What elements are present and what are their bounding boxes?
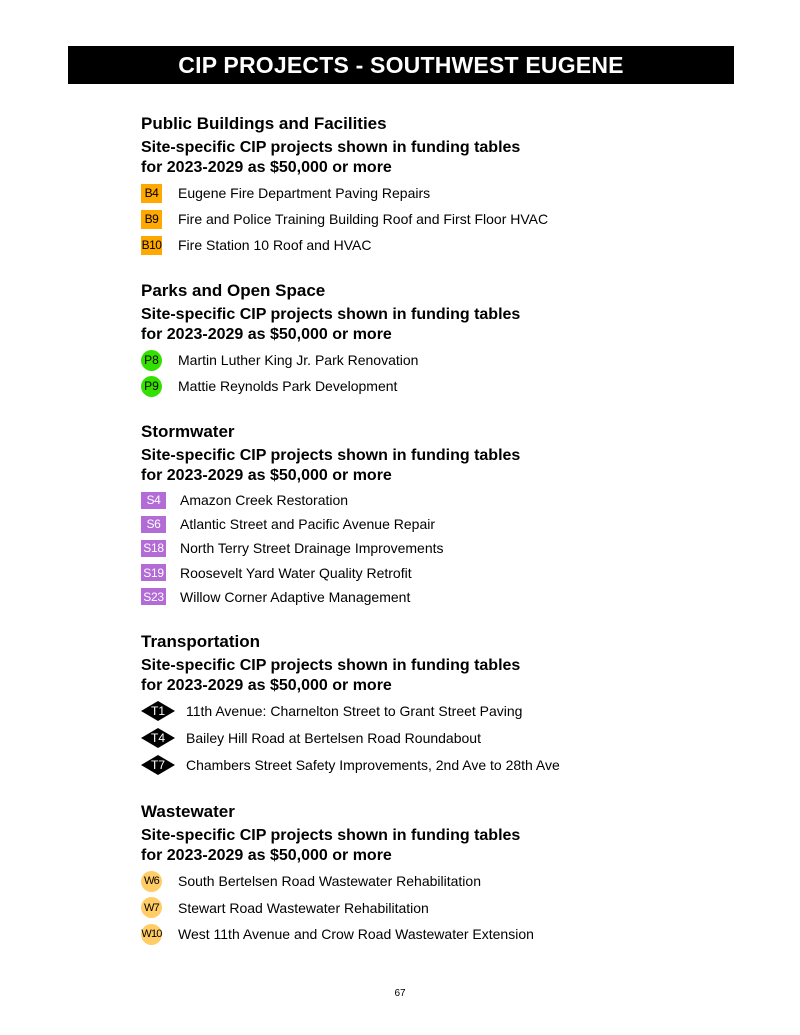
section-stormwater [141, 421, 741, 609]
section-buildings [141, 113, 741, 258]
project-label: Martin Luther King Jr. Park Renovation [178, 352, 419, 368]
list-item [141, 206, 741, 232]
project-code-badge: S6 [141, 516, 166, 533]
project-code-badge: B4 [141, 184, 162, 203]
list-item [141, 752, 741, 779]
project-code-badge: W10 [141, 924, 162, 945]
section-subtitle: Site-specific CIP projects shown in funding tables for 2023-2029 as $50,000 or more [141, 306, 521, 343]
section-title: Public Buildings and Facilities [141, 114, 387, 133]
project-code-badge: P9 [141, 376, 162, 397]
list-item [141, 561, 741, 585]
page-number: 67 [394, 988, 406, 999]
section-title: Wastewater [141, 801, 235, 821]
project-label: Stewart Road Wastewater Rehabilitation [178, 899, 429, 916]
section-transportation [141, 631, 741, 779]
project-code-badge: S19 [141, 564, 166, 581]
project-label: 11th Avenue: Charnelton Street to Grant Street Paving [186, 703, 523, 720]
section-title: Transportation [141, 631, 261, 651]
diamond-icon [141, 728, 175, 748]
list-item [141, 868, 741, 895]
list-item [141, 373, 741, 399]
diamond-icon [141, 755, 175, 775]
project-code-badge: S18 [141, 540, 166, 557]
project-code-badge: P8 [141, 350, 162, 371]
project-code-badge: B9 [141, 210, 162, 229]
list-item [141, 232, 741, 258]
section-subtitle: Site-specific CIP projects shown in funding tables for 2023-2029 as $50,000 or more [141, 656, 521, 694]
list-item [141, 585, 741, 609]
project-code-badge: S23 [141, 588, 166, 605]
section-parks [141, 280, 741, 399]
section-title: Stormwater [141, 422, 235, 441]
project-label: South Bertelsen Road Wastewater Rehabilitation [178, 873, 481, 890]
content [141, 113, 741, 969]
project-code: T4 [150, 731, 165, 746]
list-item [141, 347, 741, 373]
list-item [141, 180, 741, 206]
list-item [141, 698, 741, 725]
project-label: Mattie Reynolds Park Development [178, 378, 398, 394]
section-subtitle: Site-specific CIP projects shown in funding tables for 2023-2029 as $50,000 or more [141, 826, 521, 864]
project-label: Fire and Police Training Building Roof and First Floor HVAC [178, 211, 549, 227]
project-label: Fire Station 10 Roof and HVAC [178, 237, 372, 253]
project-label: Bailey Hill Road at Bertelsen Road Roundabout [186, 730, 481, 747]
list-item [141, 894, 741, 921]
section-subtitle: Site-specific CIP projects shown in funding tables for 2023-2029 as $50,000 or more [141, 139, 521, 176]
project-label: North Terry Street Drainage Improvements [180, 540, 444, 557]
project-label: Willow Corner Adaptive Management [180, 588, 411, 605]
project-code-badge: W6 [141, 871, 162, 892]
project-code: T7 [150, 758, 165, 773]
list-item [141, 536, 741, 560]
list-item [141, 921, 741, 948]
project-label: Atlantic Street and Pacific Avenue Repair [180, 516, 436, 533]
project-code-badge: B10 [141, 236, 162, 255]
project-code-badge: S4 [141, 492, 166, 509]
project-label: Amazon Creek Restoration [180, 492, 349, 509]
project-label: West 11th Avenue and Crow Road Wastewater Extension [178, 926, 534, 943]
list-item [141, 725, 741, 752]
list-item [141, 488, 741, 512]
project-label: Chambers Street Safety Improvements, 2nd Ave to 28th Ave [186, 757, 560, 774]
section-title: Parks and Open Space [141, 281, 326, 300]
list-item [141, 512, 741, 536]
section-wastewater [141, 801, 741, 948]
diamond-icon [141, 701, 175, 721]
project-code: T1 [150, 704, 165, 719]
project-code-badge: W7 [141, 897, 162, 918]
project-label: Eugene Fire Department Paving Repairs [178, 185, 431, 201]
page-title: CIP PROJECTS - SOUTHWEST EUGENE [68, 46, 734, 84]
project-label: Roosevelt Yard Water Quality Retrofit [180, 564, 412, 581]
section-subtitle: Site-specific CIP projects shown in funding tables for 2023-2029 as $50,000 or more [141, 447, 521, 484]
